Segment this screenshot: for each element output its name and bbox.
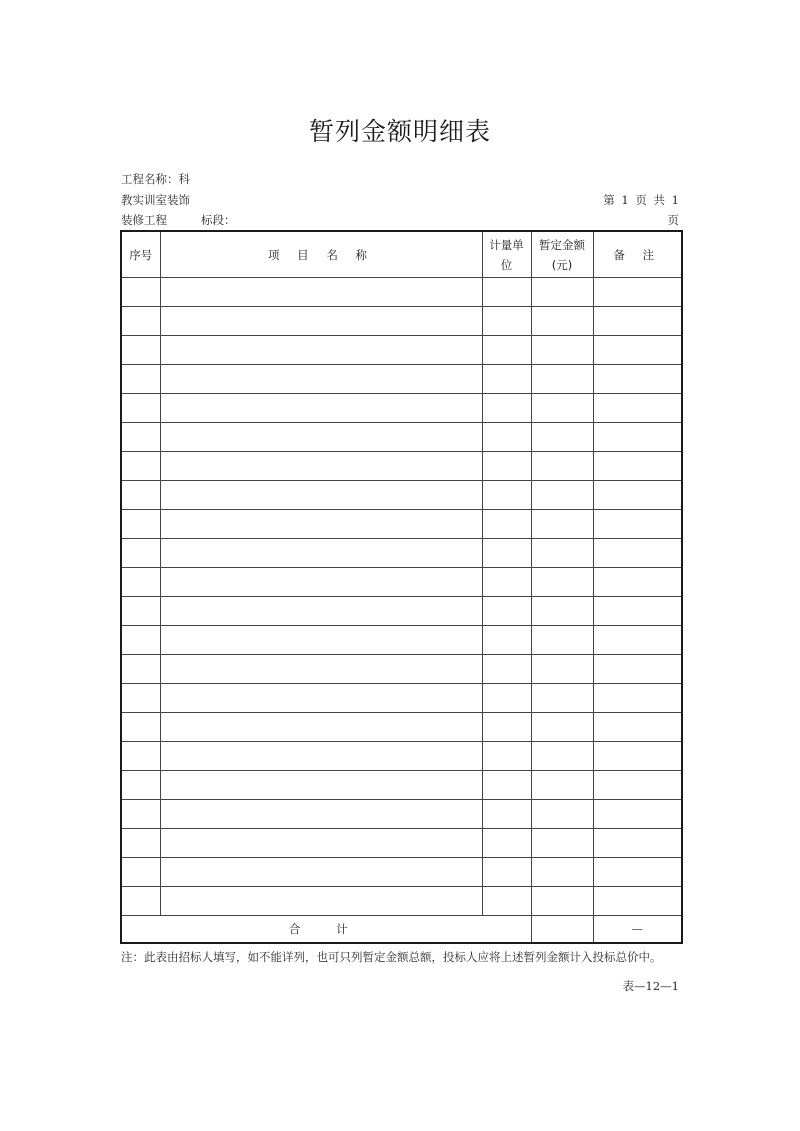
- cell-name: [160, 684, 482, 713]
- cell-amount: [531, 829, 593, 858]
- cell-name: [160, 423, 482, 452]
- cell-unit: [482, 626, 531, 655]
- cell-name: [160, 800, 482, 829]
- cell-remark: [593, 336, 682, 365]
- column-header-remark: 备 注: [593, 231, 682, 278]
- cell-seq: [121, 713, 160, 742]
- cell-remark: [593, 510, 682, 539]
- cell-name: [160, 510, 482, 539]
- cell-seq: [121, 887, 160, 916]
- table-row: [121, 829, 682, 858]
- project-name-continued: 教实训室装饰: [121, 193, 190, 207]
- cell-name: [160, 742, 482, 771]
- column-header-unit: [482, 231, 531, 278]
- cell-remark: [593, 684, 682, 713]
- cell-seq: [121, 771, 160, 800]
- cell-amount: [531, 539, 593, 568]
- cell-unit: [482, 452, 531, 481]
- section-label: 标段：: [201, 213, 236, 227]
- cell-amount: [531, 684, 593, 713]
- table-row: [121, 800, 682, 829]
- cell-amount: [531, 365, 593, 394]
- cell-amount: [531, 655, 593, 684]
- cell-unit: [482, 510, 531, 539]
- cell-remark: [593, 452, 682, 481]
- cell-name: [160, 858, 482, 887]
- table-row: [121, 394, 682, 423]
- cell-unit: [482, 800, 531, 829]
- cell-name: [160, 452, 482, 481]
- table-row: [121, 568, 682, 597]
- cell-amount: [531, 742, 593, 771]
- table-row: [121, 423, 682, 452]
- cell-amount: [531, 887, 593, 916]
- table-code: 表—12—1: [622, 979, 679, 993]
- cell-unit: [482, 539, 531, 568]
- cell-unit: [482, 684, 531, 713]
- cell-amount: [531, 626, 593, 655]
- table-row: [121, 771, 682, 800]
- cell-seq: [121, 307, 160, 336]
- provisional-sum-table: [120, 230, 683, 944]
- column-header-seq: 序号: [121, 231, 160, 278]
- cell-seq: [121, 684, 160, 713]
- project-name-continued-2: 装修工程: [121, 213, 167, 227]
- cell-amount: [531, 713, 593, 742]
- table-row: [121, 626, 682, 655]
- cell-remark: [593, 307, 682, 336]
- cell-amount: [531, 481, 593, 510]
- cell-unit: [482, 336, 531, 365]
- table-row: [121, 336, 682, 365]
- total-amount-cell: [531, 916, 593, 944]
- cell-seq: [121, 423, 160, 452]
- cell-name: [160, 887, 482, 916]
- cell-name: [160, 568, 482, 597]
- cell-amount: [531, 568, 593, 597]
- cell-amount: [531, 278, 593, 307]
- table-row: [121, 452, 682, 481]
- cell-amount: [531, 597, 593, 626]
- cell-unit: [482, 713, 531, 742]
- cell-unit: [482, 742, 531, 771]
- cell-seq: [121, 858, 160, 887]
- cell-remark: [593, 394, 682, 423]
- page-title: 暂列金额明细表: [308, 117, 491, 146]
- cell-amount: [531, 336, 593, 365]
- column-header-amount: [531, 231, 593, 278]
- cell-seq: [121, 800, 160, 829]
- cell-amount: [531, 510, 593, 539]
- page-info: 第 1 页 共 1: [603, 193, 679, 207]
- table-row: [121, 713, 682, 742]
- cell-amount: [531, 858, 593, 887]
- cell-amount: [531, 800, 593, 829]
- cell-seq: [121, 539, 160, 568]
- cell-remark: [593, 887, 682, 916]
- column-header-item-name: 项 目 名 称: [160, 231, 482, 278]
- cell-name: [160, 655, 482, 684]
- cell-seq: [121, 394, 160, 423]
- cell-remark: [593, 713, 682, 742]
- cell-name: [160, 481, 482, 510]
- cell-seq: [121, 568, 160, 597]
- cell-name: [160, 336, 482, 365]
- table-row: [121, 481, 682, 510]
- column-header-unit-line2: 位: [500, 257, 513, 272]
- total-label: 合 计: [121, 916, 531, 944]
- cell-amount: [531, 307, 593, 336]
- cell-remark: [593, 829, 682, 858]
- cell-amount: [531, 423, 593, 452]
- cell-seq: [121, 481, 160, 510]
- cell-unit: [482, 365, 531, 394]
- cell-remark: [593, 278, 682, 307]
- cell-remark: [593, 742, 682, 771]
- footnote: 注：此表由招标人填写，如不能详列，也可只列暂定金额总额，投标人应将上述暂列金额计入投标总价中。: [121, 950, 662, 964]
- cell-name: [160, 278, 482, 307]
- table-row: [121, 684, 682, 713]
- column-header-amount-line1: 暂定金额: [539, 237, 585, 252]
- column-header-amount-line2: (元): [551, 257, 573, 272]
- table-row: [121, 365, 682, 394]
- cell-seq: [121, 597, 160, 626]
- table-body: [121, 278, 682, 916]
- cell-name: [160, 626, 482, 655]
- cell-seq: [121, 278, 160, 307]
- cell-name: [160, 713, 482, 742]
- cell-remark: [593, 539, 682, 568]
- project-name-label: 工程名称：科: [121, 172, 190, 186]
- column-header-unit-line1: 计量单: [489, 237, 524, 252]
- total-remark-cell: —: [593, 916, 682, 944]
- table-row: [121, 539, 682, 568]
- cell-seq: [121, 742, 160, 771]
- cell-unit: [482, 423, 531, 452]
- cell-unit: [482, 858, 531, 887]
- cell-seq: [121, 655, 160, 684]
- table-row: [121, 307, 682, 336]
- table-header-row: [121, 231, 682, 278]
- cell-unit: [482, 481, 531, 510]
- cell-name: [160, 597, 482, 626]
- cell-unit: [482, 568, 531, 597]
- cell-remark: [593, 597, 682, 626]
- cell-amount: [531, 771, 593, 800]
- cell-remark: [593, 800, 682, 829]
- cell-unit: [482, 887, 531, 916]
- cell-seq: [121, 829, 160, 858]
- cell-seq: [121, 510, 160, 539]
- cell-remark: [593, 858, 682, 887]
- cell-name: [160, 771, 482, 800]
- total-row: [121, 916, 682, 944]
- cell-amount: [531, 394, 593, 423]
- cell-seq: [121, 626, 160, 655]
- table-row: [121, 887, 682, 916]
- cell-name: [160, 365, 482, 394]
- cell-seq: [121, 452, 160, 481]
- cell-remark: [593, 771, 682, 800]
- cell-remark: [593, 568, 682, 597]
- cell-name: [160, 829, 482, 858]
- cell-seq: [121, 336, 160, 365]
- cell-name: [160, 539, 482, 568]
- cell-amount: [531, 452, 593, 481]
- table-row: [121, 597, 682, 626]
- cell-unit: [482, 771, 531, 800]
- table-row: [121, 858, 682, 887]
- cell-remark: [593, 626, 682, 655]
- cell-remark: [593, 655, 682, 684]
- cell-unit: [482, 829, 531, 858]
- cell-seq: [121, 365, 160, 394]
- cell-unit: [482, 655, 531, 684]
- cell-remark: [593, 481, 682, 510]
- cell-unit: [482, 307, 531, 336]
- table-row: [121, 510, 682, 539]
- table-row: [121, 742, 682, 771]
- cell-remark: [593, 423, 682, 452]
- cell-unit: [482, 394, 531, 423]
- page-info-continued: 页: [667, 213, 679, 227]
- cell-name: [160, 307, 482, 336]
- table-row: [121, 655, 682, 684]
- table-row: [121, 278, 682, 307]
- cell-unit: [482, 278, 531, 307]
- cell-remark: [593, 365, 682, 394]
- cell-name: [160, 394, 482, 423]
- cell-unit: [482, 597, 531, 626]
